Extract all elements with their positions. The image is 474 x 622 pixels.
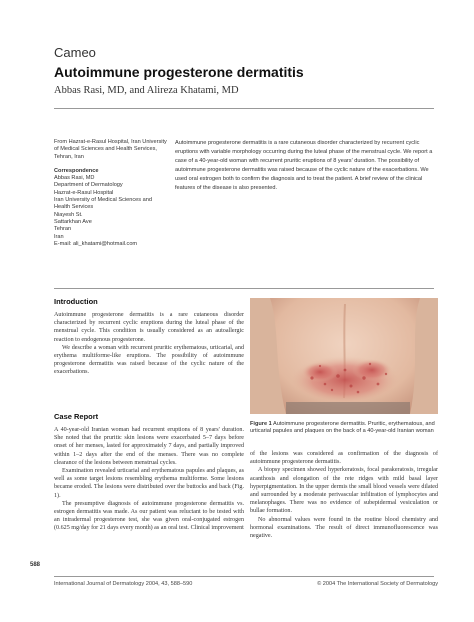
header-rule [54,108,434,109]
correspondence-line: Health Services [54,204,94,211]
paragraph: of the lesions was considered as confirmation of the diagnosis of autoimmune progesterone dermatitis. [250,451,438,466]
affiliation-block [54,139,172,248]
correspondence-heading: Correspondence [54,167,99,174]
right-column-body [250,450,438,540]
author-line: Abbas Rasi, MD, and Alireza Khatami, MD [54,85,239,96]
affiliation-from: From Hazrat-e-Rasul Hospital, Iran University of Medical Sciences and Health Services, Tehran, Iran [54,139,167,160]
article-title: Autoimmune progesterone dermatitis [54,64,304,80]
clinical-photo [250,298,438,414]
correspondence-line: Sattarkhan Ave [54,218,92,225]
section-label: Cameo [54,45,96,60]
paragraph: No abnormal values were found in the routine blood chemistry and hormonal examinations. The result of direct immunofluorescence was negative. [250,516,438,540]
correspondence-line: Abbas Rasi, MD [54,175,95,182]
paragraph: Autoimmune progesterone dermatitis is a rare cutaneous disorder characterized by recurrent cyclic eruptions during the luteal phase of the menstrual cycle. This condition is usually considered as an autoallergic reaction to endogenous progesterone. [54,312,244,343]
paragraph: A biopsy specimen showed hyperkeratosis, focal parakeratosis, irregular acanthosis and elongation of the rete ridges with mild basal layer hyperpigmentation. In the upper dermis the small blood vessels were dilated and surrounded by a moderate perivascular infiltration of lymphocytes and melanophages. There was no evidence of subepidermal vesiculation or bullae formation. [250,467,438,515]
correspondence-line: Department of Dermatology [54,182,123,189]
correspondence-line: Iran University of Medical Sciences and [54,197,152,204]
paragraph: A 40-year-old Iranian woman had recurrent eruptions of 8 years' duration. She noted that the pruritic skin lesions were exacerbated 5–7 days before onset of her menses, lasted for approximately 7 days, and partially improved within 1–2 days after the end of the menses. There was no complete clearance of the lesions between menstrual cycles. [54,427,244,466]
paragraph: We describe a woman with recurrent pruritic erythematous, urticarial, and erythema multiforme-like eruptions. The possibility of autoimmune progesterone dermatitis was raised because of the cyclic nature of the exacerbations. [54,344,244,376]
email-line: E-mail: ali_khatami@hotmail.com [54,240,138,247]
copyright-notice: © 2004 The International Society of Dermatology [317,581,438,587]
case-report-body [54,426,244,533]
footer-rule [54,576,434,577]
page-number: 588 [30,562,41,568]
correspondence-line: Hazrat-e-Rasul Hospital [54,189,114,196]
correspondence-line: Niayesh St. [54,211,83,218]
journal-citation: International Journal of Dermatology 2004, 43, 588–590 [54,581,193,587]
figure-label: Figure 1 [250,421,272,427]
paragraph: Examination revealed urticarial and erythematous papules and plaques, as well as some target lesions resembling erythema multiforme. Some lesions became eroded. The lesions were distributed over the buttocks and back (Fig. 1). [54,468,244,499]
introduction-body [54,311,244,377]
correspondence-line: Tehran [54,226,72,233]
case-report-heading: Case Report [54,412,99,421]
introduction-heading: Introduction [54,297,98,306]
paragraph: The presumptive diagnosis of autoimmune progesterone dermatitis vs. estrogen dermatitis was made. As our patient was reluctant to be tested with an intradermal progesterone test, she was given oral-conjugated estrogen (0.625 mg/day for 21 days every month) as an oral test. Clinical improvement [54,500,244,532]
abstract: Autoimmune progesterone dermatitis is a rare cutaneous disorder characterized by recurrent cyclic eruptions with variable morphology occurring during the luteal phase of the menstrual cycle. We report a case of a 40-year-old woman with recurrent pruritic eruptions of 8 years' duration. The possibility of autoimmune progesterone dermatitis was raised because of the cyclic nature of the exacerbations. We used oral estrogen both to confirm the diagnosis and to treat the patient. A brief review of the clinical features of the disease is also presented. [175,140,433,191]
figure-caption [250,421,438,436]
figure-caption-text: Autoimmune progesterone dermatitis. Pruritic, erythematous, and urticarial papules and plaques on the back of a 40-year-old Iranian woman [250,421,435,435]
back-photo-illustration [250,298,438,414]
correspondence-line: Iran [54,233,64,240]
section-rule [54,288,434,289]
